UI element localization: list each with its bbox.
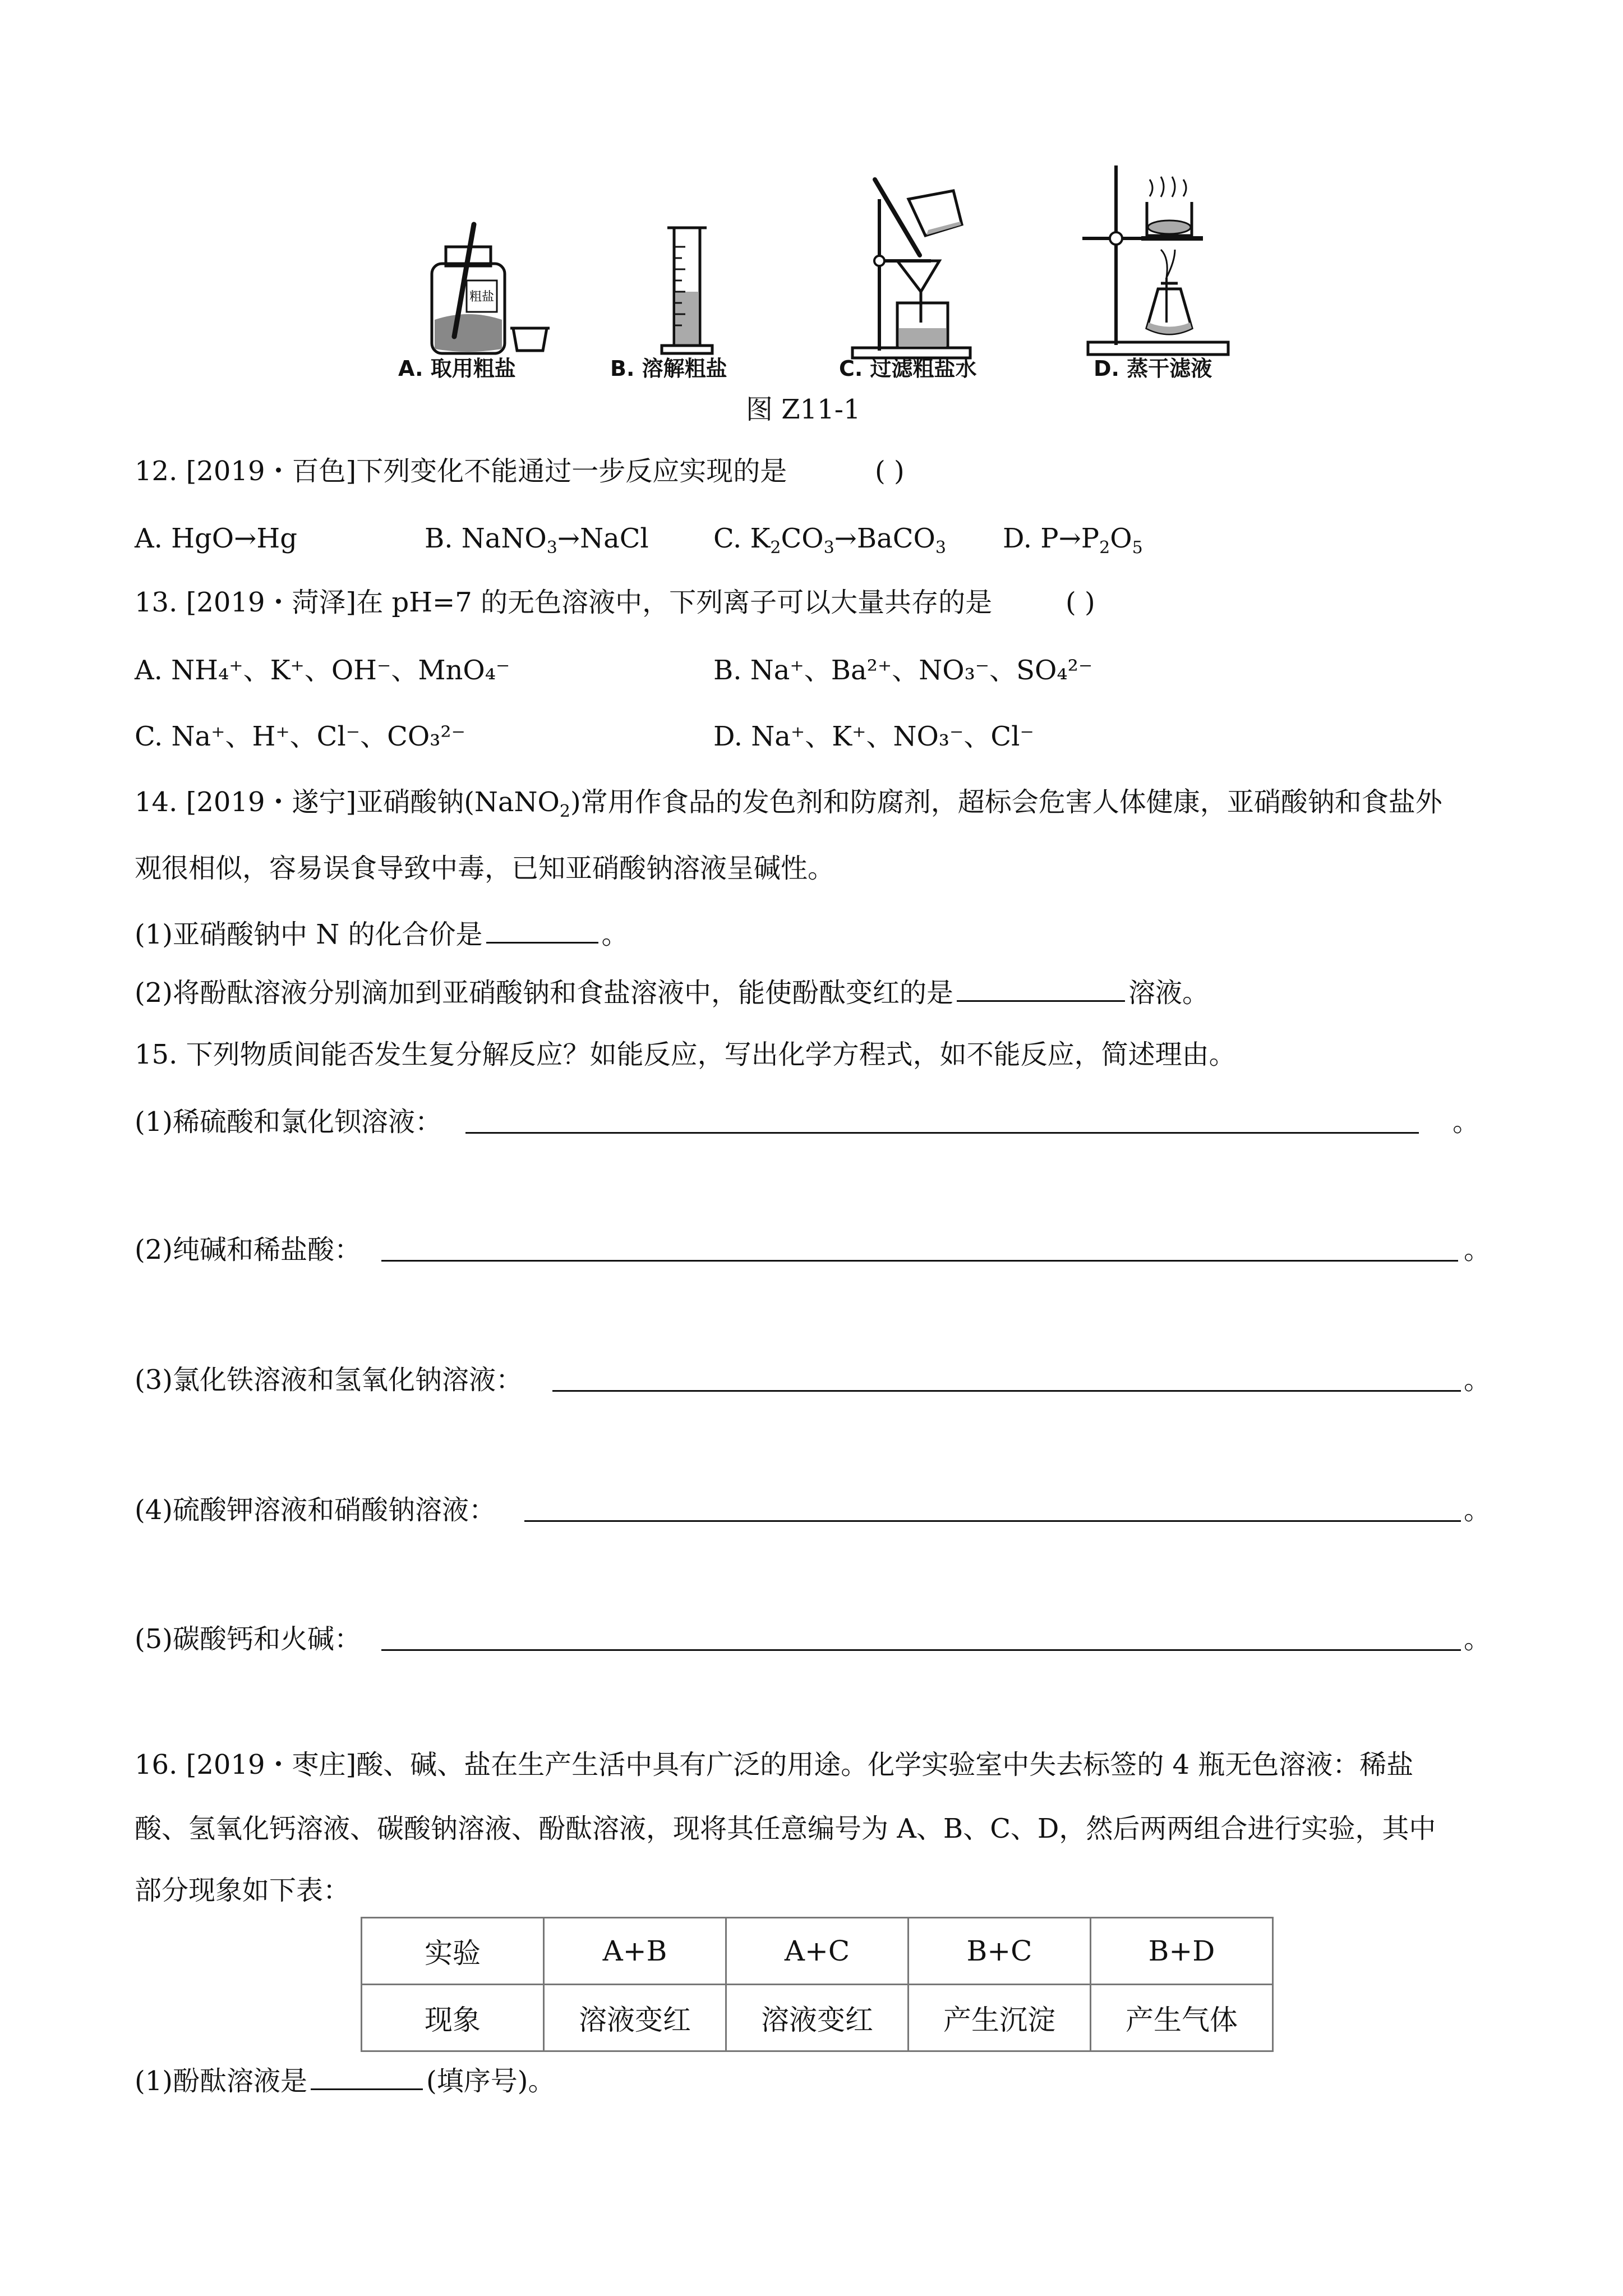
q15-item-5-label: (5)碳酸钙和火碱： bbox=[135, 1623, 361, 1655]
table-cell: B+C bbox=[909, 1918, 1091, 1985]
q12-option-b: B. NaNO$_3$→NaCl bbox=[425, 523, 649, 558]
q12-stem: 12. [2019・百色]下列变化不能通过一步反应实现的是 bbox=[135, 455, 787, 487]
q13-option-d: D. Na⁺、K⁺、NO₃⁻、Cl⁻ bbox=[713, 721, 1034, 752]
q13-option-a: A. NH₄⁺、K⁺、OH⁻、MnO₄⁻ bbox=[135, 655, 510, 686]
q12-answer-paren: ( ) bbox=[875, 455, 905, 487]
q12-option-d: D. $P\to P_2O_5$ bbox=[1003, 523, 1143, 558]
q15-answer-line-4[interactable] bbox=[524, 1520, 1461, 1522]
q16-part-1: (1)酚酞溶液是 (填序号)。 bbox=[135, 2065, 555, 2097]
q13-option-b: B. Na⁺、Ba²⁺、NO₃⁻、SO₄²⁻ bbox=[713, 655, 1093, 686]
q12-option-a: A. HgO→Hg bbox=[135, 523, 297, 554]
q12-option-c: C. $K_2CO_3\to BaCO_3$ bbox=[713, 523, 946, 558]
q16-answer-blank-1[interactable] bbox=[311, 2066, 423, 2090]
figure-label-a: A. 取用粗盐 bbox=[398, 356, 516, 381]
q16-line-2: 酸、氢氧化钙溶液、碳酸钠溶液、酚酞溶液，现将其任意编号为 A、B、C、D，然后两两组合进行实验，其中 bbox=[135, 1813, 1436, 1844]
q15-answer-line-2[interactable] bbox=[381, 1260, 1458, 1262]
table-cell: A+C bbox=[726, 1918, 909, 1985]
filtration-apparatus-illustration bbox=[841, 177, 981, 362]
q14-line-2: 观很相似，容易误食导致中毒，已知亚硝酸钠溶液呈碱性。 bbox=[135, 853, 835, 884]
q15-answer-line-3[interactable] bbox=[552, 1390, 1461, 1392]
q14-answer-blank-1[interactable] bbox=[486, 919, 598, 944]
table-cell: B+D bbox=[1091, 1918, 1273, 1985]
q13-option-c: C. Na⁺、H⁺、Cl⁻、CO₃²⁻ bbox=[135, 721, 465, 752]
figure-caption: 图 Z11-1 bbox=[746, 394, 861, 425]
q15-item-1-label: (1)稀硫酸和氯化钡溶液： bbox=[135, 1106, 442, 1138]
figure-label-d: D. 蒸干滤液 bbox=[1094, 356, 1212, 381]
q14-answer-blank-2[interactable] bbox=[957, 978, 1125, 1002]
table-cell: 实验 bbox=[362, 1918, 544, 1985]
q15-answer-line-5[interactable] bbox=[381, 1649, 1461, 1651]
q15-item-3-label: (3)氯化铁溶液和氢氧化钠溶液： bbox=[135, 1364, 523, 1396]
jar-spatula-illustration bbox=[415, 224, 572, 359]
q15-item-3-end: 。 bbox=[1464, 1364, 1491, 1396]
q14-line-1: 14. [2019・遂宁]亚硝酸钠(NaNO$_2$)常用作食品的发色剂和防腐剂，超标会危害人体健康，亚硝酸钠和食盐外 bbox=[135, 786, 1442, 821]
jar-label: 粗盐 bbox=[469, 290, 495, 304]
table-cell: 产生沉淀 bbox=[909, 1985, 1091, 2051]
q13-answer-paren: ( ) bbox=[1066, 587, 1095, 618]
q15-item-2-end: 。 bbox=[1464, 1234, 1491, 1266]
q15-stem: 15. 下列物质间能否发生复分解反应？如能反应，写出化学方程式，如不能反应，简述理由。 bbox=[135, 1039, 1236, 1070]
graduated-cylinder-illustration bbox=[656, 224, 718, 359]
table-cell: 产生气体 bbox=[1091, 1985, 1273, 2051]
evaporation-apparatus-illustration bbox=[1077, 160, 1239, 362]
table-header-row bbox=[362, 1918, 1273, 1985]
q15-item-2-label: (2)纯碱和稀盐酸： bbox=[135, 1234, 361, 1266]
q15-answer-line-1[interactable] bbox=[465, 1132, 1419, 1134]
q15-item-4-label: (4)硫酸钾溶液和硝酸钠溶液： bbox=[135, 1494, 496, 1526]
table-cell: A+B bbox=[544, 1918, 726, 1985]
q15-item-1-end: 。 bbox=[1453, 1106, 1480, 1138]
experiment-table bbox=[361, 1917, 1274, 2052]
table-cell: 现象 bbox=[362, 1985, 544, 2051]
q16-line-3: 部分现象如下表： bbox=[135, 1875, 351, 1906]
table-cell: 溶液变红 bbox=[544, 1985, 726, 2051]
figure-label-b: B. 溶解粗盐 bbox=[610, 356, 727, 381]
q15-item-4-end: 。 bbox=[1464, 1494, 1491, 1526]
q15-item-5-end: 。 bbox=[1464, 1623, 1491, 1655]
q16-line-1: 16. [2019・枣庄]酸、碱、盐在生产生活中具有广泛的用途。化学实验室中失去标签的 4 瓶无色溶液：稀盐 bbox=[135, 1749, 1414, 1780]
q14-part-2: (2)将酚酞溶液分别滴加到亚硝酸钠和食盐溶液中，能使酚酞变红的是 溶液。 bbox=[135, 977, 1210, 1009]
q13-stem: 13. [2019・菏泽]在 pH=7 的无色溶液中，下列离子可以大量共存的是 bbox=[135, 587, 993, 618]
table-row bbox=[362, 1985, 1273, 2051]
figure-label-c: C. 过滤粗盐水 bbox=[839, 356, 977, 381]
table-cell: 溶液变红 bbox=[726, 1985, 909, 2051]
q14-part-1: (1)亚硝酸钠中 N 的化合价是 。 bbox=[135, 919, 629, 950]
